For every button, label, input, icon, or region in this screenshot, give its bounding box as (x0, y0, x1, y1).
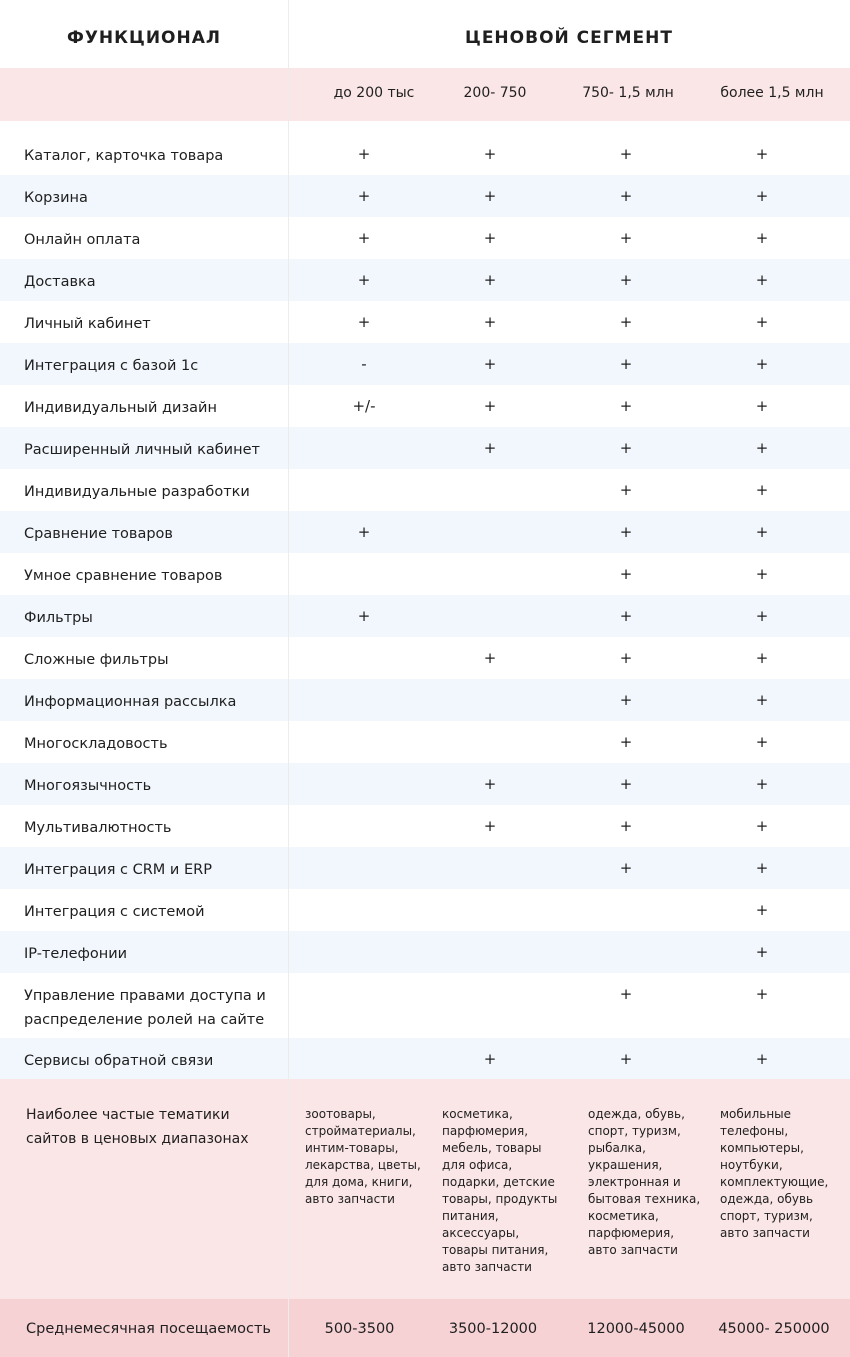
feature-label: Умное сравнение товаров (24, 568, 223, 584)
themes-cell: мобильные телефоны, компьютеры, ноутбуки, комплектующие, одежда, обувь спорт, туризм, авто запчасти (720, 1107, 829, 1240)
feature-value: + (755, 355, 769, 373)
feature-value: - (361, 355, 367, 373)
feature-value: + (483, 1050, 497, 1068)
feature-value: + (619, 355, 633, 373)
feature-value: + (619, 733, 633, 751)
table-row (0, 553, 850, 595)
feature-label: Доставка (24, 274, 96, 290)
feature-value: + (357, 271, 371, 289)
segment-label: до 200 тыс (333, 85, 415, 101)
visits-value: 3500-12000 (448, 1321, 538, 1337)
feature-value: + (619, 817, 633, 835)
feature-label: Индивидуальные разработки (24, 484, 250, 500)
visits-value: 12000-45000 (587, 1321, 685, 1337)
feature-label: Сложные фильтры (24, 652, 169, 668)
feature-value: + (619, 481, 633, 499)
feature-label: Личный кабинет (24, 316, 151, 332)
feature-value: + (619, 271, 633, 289)
feature-value: + (755, 649, 769, 667)
table-row (0, 847, 850, 889)
segment-heading: ЦЕНОВОЙ СЕГМЕНТ (465, 28, 673, 48)
feature-value: + (619, 775, 633, 793)
feature-value: + (619, 187, 633, 205)
table-row (0, 973, 850, 1038)
table-row (0, 133, 850, 175)
feature-label: Интеграция с базой 1с (24, 358, 199, 374)
feature-value: + (755, 271, 769, 289)
feature-label: Интеграция с системой (24, 904, 205, 920)
feature-value: + (483, 271, 497, 289)
feature-value: + (619, 439, 633, 457)
feature-value: + (357, 523, 371, 541)
visits-row (0, 1299, 850, 1357)
table-row (0, 259, 850, 301)
feature-value: + (483, 397, 497, 415)
feature-value: + (357, 187, 371, 205)
column-divider (288, 0, 289, 1357)
feature-label: Интеграция с CRM и ERP (24, 862, 212, 878)
table-row (0, 721, 850, 763)
feature-value: + (619, 145, 633, 163)
feature-value: + (755, 733, 769, 751)
table-row (0, 385, 850, 427)
feature-value: + (483, 775, 497, 793)
feature-value: + (619, 313, 633, 331)
feature-value: + (483, 439, 497, 457)
table-row (0, 511, 850, 553)
feature-value: + (483, 145, 497, 163)
feature-value: + (755, 901, 769, 919)
feature-value: + (619, 649, 633, 667)
feature-rows (0, 133, 850, 1080)
feature-label: Сервисы обратной связи (24, 1053, 214, 1069)
table-row (0, 343, 850, 385)
table-row (0, 1038, 850, 1080)
table-row (0, 175, 850, 217)
feature-value: + (619, 229, 633, 247)
table-row (0, 469, 850, 511)
feature-value: + (755, 229, 769, 247)
segment-label: 200- 750 (463, 85, 527, 101)
feature-value: + (755, 439, 769, 457)
feature-label: IP-телефонии (24, 946, 128, 962)
table-row (0, 217, 850, 259)
feature-value: + (619, 859, 633, 877)
themes-row (0, 1079, 850, 1299)
feature-value: + (619, 565, 633, 583)
feature-value: + (755, 859, 769, 877)
table-row (0, 889, 850, 931)
themes-cell: косметика, парфюмерия, мебель, товары для офиса, подарки, детские товары, продукты питания, аксессуары, товары питания, авто запчасти (442, 1107, 558, 1274)
feature-value: + (755, 565, 769, 583)
segment-label: более 1,5 млн (720, 85, 824, 101)
table-row (0, 595, 850, 637)
feature-value: + (619, 523, 633, 541)
feature-value: + (755, 943, 769, 961)
table-row (0, 637, 850, 679)
feature-value: + (619, 1050, 633, 1068)
themes-label: Наиболее частые тематики сайтов в ценовых диапазонах (26, 1107, 249, 1147)
table-row (0, 805, 850, 847)
feature-label: Расширенный личный кабинет (24, 442, 260, 458)
functional-heading: ФУНКЦИОНАЛ (66, 28, 222, 48)
feature-value: + (357, 145, 371, 163)
feature-value: + (755, 145, 769, 163)
feature-value: + (755, 775, 769, 793)
themes-cell: одежда, обувь, спорт, туризм, рыбалка, украшения, электронная и бытовая техника, косметика, парфюмерия, авто запчасти (588, 1107, 701, 1257)
feature-value: +/- (352, 397, 376, 415)
feature-label: Онлайн оплата (24, 232, 141, 248)
feature-value: + (755, 523, 769, 541)
feature-label: Управление правами доступа и распределение ролей на сайте (24, 988, 266, 1028)
feature-value: + (755, 397, 769, 415)
feature-value: + (755, 607, 769, 625)
feature-value: + (483, 229, 497, 247)
feature-value: + (619, 607, 633, 625)
table-row (0, 301, 850, 343)
feature-value: + (755, 1050, 769, 1068)
feature-value: + (483, 355, 497, 373)
feature-value: + (755, 481, 769, 499)
feature-label: Информационная рассылка (24, 694, 237, 710)
feature-value: + (619, 985, 633, 1003)
feature-label: Корзина (24, 190, 88, 206)
feature-value: + (755, 187, 769, 205)
feature-value: + (357, 313, 371, 331)
feature-value: + (755, 313, 769, 331)
feature-value: + (755, 985, 769, 1003)
table-row (0, 679, 850, 721)
table-row (0, 931, 850, 973)
table-row (0, 763, 850, 805)
feature-label: Фильтры (24, 610, 93, 626)
feature-value: + (483, 187, 497, 205)
feature-value: + (755, 817, 769, 835)
feature-value: + (483, 649, 497, 667)
feature-value: + (357, 607, 371, 625)
feature-value: + (619, 691, 633, 709)
feature-value: + (483, 313, 497, 331)
themes-cell: зоотовары, стройматериалы, интим-товары, лекарства, цветы, для дома, книги, авто запчасти (305, 1107, 421, 1206)
table-header (0, 0, 850, 68)
feature-value: + (357, 229, 371, 247)
feature-label: Индивидуальный дизайн (24, 400, 217, 416)
feature-value: + (755, 691, 769, 709)
feature-label: Каталог, карточка товара (24, 148, 224, 164)
visits-label: Среднемесячная посещаемость (26, 1321, 271, 1337)
feature-value: + (483, 817, 497, 835)
visits-value: 500-3500 (324, 1321, 395, 1337)
table-row (0, 427, 850, 469)
feature-label: Мультивалютность (24, 820, 172, 836)
segment-label: 750- 1,5 млн (582, 85, 674, 101)
visits-value: 45000- 250000 (718, 1321, 830, 1337)
segment-row (0, 68, 850, 121)
feature-label: Многоязычность (24, 778, 152, 794)
feature-label: Сравнение товаров (24, 526, 173, 542)
feature-value: + (619, 397, 633, 415)
feature-label: Многоскладовость (24, 736, 168, 752)
